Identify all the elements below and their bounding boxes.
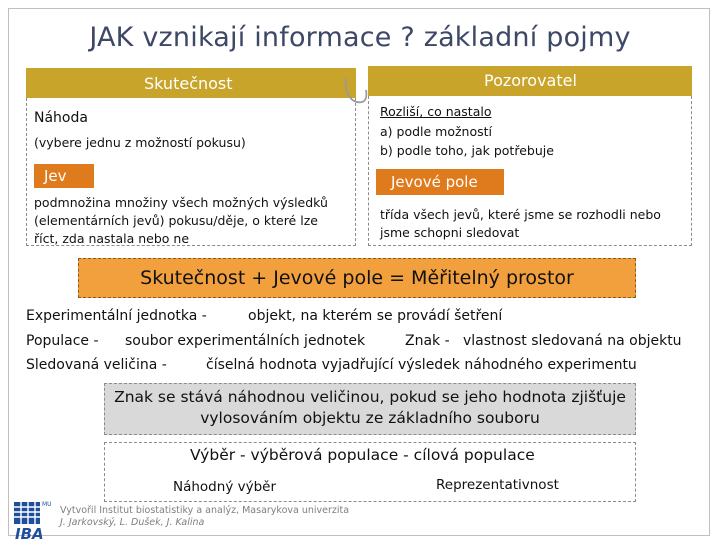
pozorovatel-header — [368, 66, 692, 96]
logo-iba-text: IBA — [15, 525, 44, 540]
pole-definition-line-1: třída všech jevů, které jsme se rozhodli nebo — [380, 207, 661, 222]
rozlisi-label: Rozliší, co nastalo — [380, 104, 492, 119]
iba-logo — [12, 496, 56, 540]
skutecnost-header-label: Skutečnost — [144, 74, 233, 93]
pole-definition-line-2: jsme schopni sledovat — [380, 225, 520, 240]
random-variable-line-1: Znak se stává náhodnou veličinou, pokud se jeho hodnota zjišťuje — [114, 388, 626, 406]
random-variable-box — [104, 383, 636, 435]
option-a: a) podle možností — [380, 124, 493, 139]
bracket-connector — [344, 76, 368, 106]
exp-unit-term: Experimentální jednotka - — [26, 308, 207, 324]
nahoda-note: (vybere jednu z možností pokusu) — [34, 135, 246, 150]
sampling-line: Výběr - výběrová populace - cílová populace — [190, 446, 535, 464]
jevove-pole-chip-label: Jevové pole — [391, 173, 478, 191]
credit-line: Vytvořil Institut biostatistiky a analýz, Masarykova univerzita — [60, 505, 350, 516]
skutecnost-header — [26, 68, 356, 98]
population-definition: soubor experimentálních jednotek — [125, 333, 366, 349]
znak-term: Znak - — [405, 333, 450, 349]
measurable-space-banner — [78, 258, 636, 298]
jevove-pole-chip — [376, 169, 504, 195]
jev-definition-line-3: říct, zda nastala nebo ne — [34, 231, 190, 246]
banner-text: Skutečnost + Jevové pole = Měřitelný prostor — [140, 267, 574, 289]
footer-credits — [60, 505, 349, 529]
random-variable-line-2: vylosováním objektu ze základního souboru — [200, 409, 540, 427]
random-sample-label: Náhodný výběr — [173, 479, 276, 495]
jev-definition-line-1: podmnožina množiny všech možných výsledků — [34, 195, 328, 210]
variable-definition: číselná hodnota vyjadřující výsledek náhodného experimentu — [206, 357, 637, 373]
exp-unit-definition: objekt, na kterém se provádí šetření — [248, 308, 503, 324]
credit-authors: J. Jarkovský, L. Dušek, J. Kalina — [60, 517, 205, 528]
variable-term: Sledovaná veličina - — [26, 357, 167, 373]
slide-title: JAK vznikají informace ? základní pojmy — [89, 22, 631, 53]
znak-definition: vlastnost sledovaná na objektu — [463, 333, 682, 349]
pozorovatel-header-label: Pozorovatel — [484, 71, 577, 90]
jev-definition-line-2: (elementárních jevů) pokusu/děje, o které lze — [34, 213, 318, 228]
option-b: b) podle toho, jak potřebuje — [380, 143, 554, 158]
jev-chip-label: Jev — [44, 167, 67, 185]
representativeness-label: Reprezentativnost — [436, 477, 559, 493]
jev-chip — [34, 164, 94, 188]
population-term: Populace - — [26, 333, 99, 349]
logo-mu-text: MU — [42, 501, 52, 508]
nahoda-label: Náhoda — [34, 110, 88, 126]
